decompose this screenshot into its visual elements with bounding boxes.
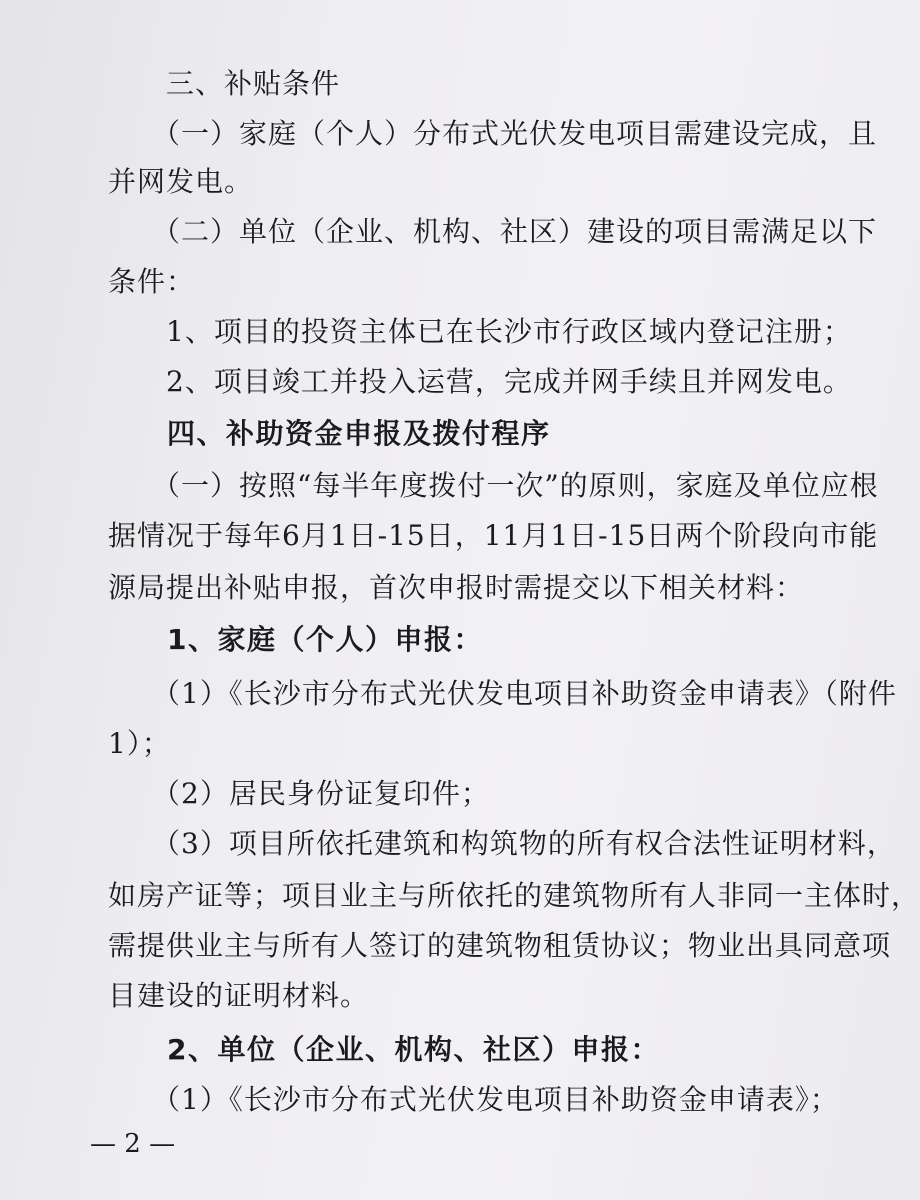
paragraph-line: 2、项目竣工并投入运营，完成并网手续且并网发电。 [108, 365, 852, 398]
paragraph-line: 目建设的证明材料。 [108, 979, 370, 1012]
paragraph-line: 需提供业主与所有人签订的建筑物租赁协议；物业出具同意项 [108, 929, 892, 962]
paragraph-line: （一）按照“每半年度拨付一次”的原则，家庭及单位应根 [108, 469, 879, 502]
paragraph-line: （二）单位（企业、机构、社区）建设的项目需满足以下 [108, 215, 878, 248]
paragraph-line: 源局提出补贴申报，首次申报时需提交以下相关材料： [108, 571, 805, 604]
paragraph-line: （1）《长沙市分布式光伏发电项目补助资金申请表》； [108, 1083, 839, 1116]
subheading-organization-application: 2、单位（企业、机构、社区）申报： [108, 1033, 660, 1066]
paragraph-line: （一）家庭（个人）分布式光伏发电项目需建设完成，且 [108, 117, 878, 150]
paragraph-line: 据情况于每年6月1日-15日，11月1日-15日两个阶段向市能 [108, 519, 879, 552]
paragraph-line: （3）项目所依托建筑和构筑物的所有权合法性证明材料， [108, 827, 896, 860]
paragraph-line: 条件： [108, 265, 196, 298]
paragraph-line: （1）《长沙市分布式光伏发电项目补助资金申请表》（附件 [108, 677, 897, 710]
paragraph-line: 如房产证等；项目业主与所依托的建筑物所有人非同一主体时， [108, 879, 920, 912]
section-heading-subsidy-conditions: 三、补贴条件 [108, 67, 341, 100]
paragraph-line: 1、项目的投资主体已在长沙市行政区域内登记注册； [108, 315, 852, 348]
subheading-household-application: 1、家庭（个人）申报： [108, 623, 483, 656]
paragraph-line: （2）居民身份证复印件； [108, 777, 490, 810]
paragraph-line: 1）； [108, 727, 171, 760]
section-heading-application-procedure: 四、补助资金申报及拨付程序 [108, 417, 551, 450]
paragraph-line: 并网发电。 [108, 165, 254, 198]
page-number: — 2 — [90, 1129, 176, 1159]
